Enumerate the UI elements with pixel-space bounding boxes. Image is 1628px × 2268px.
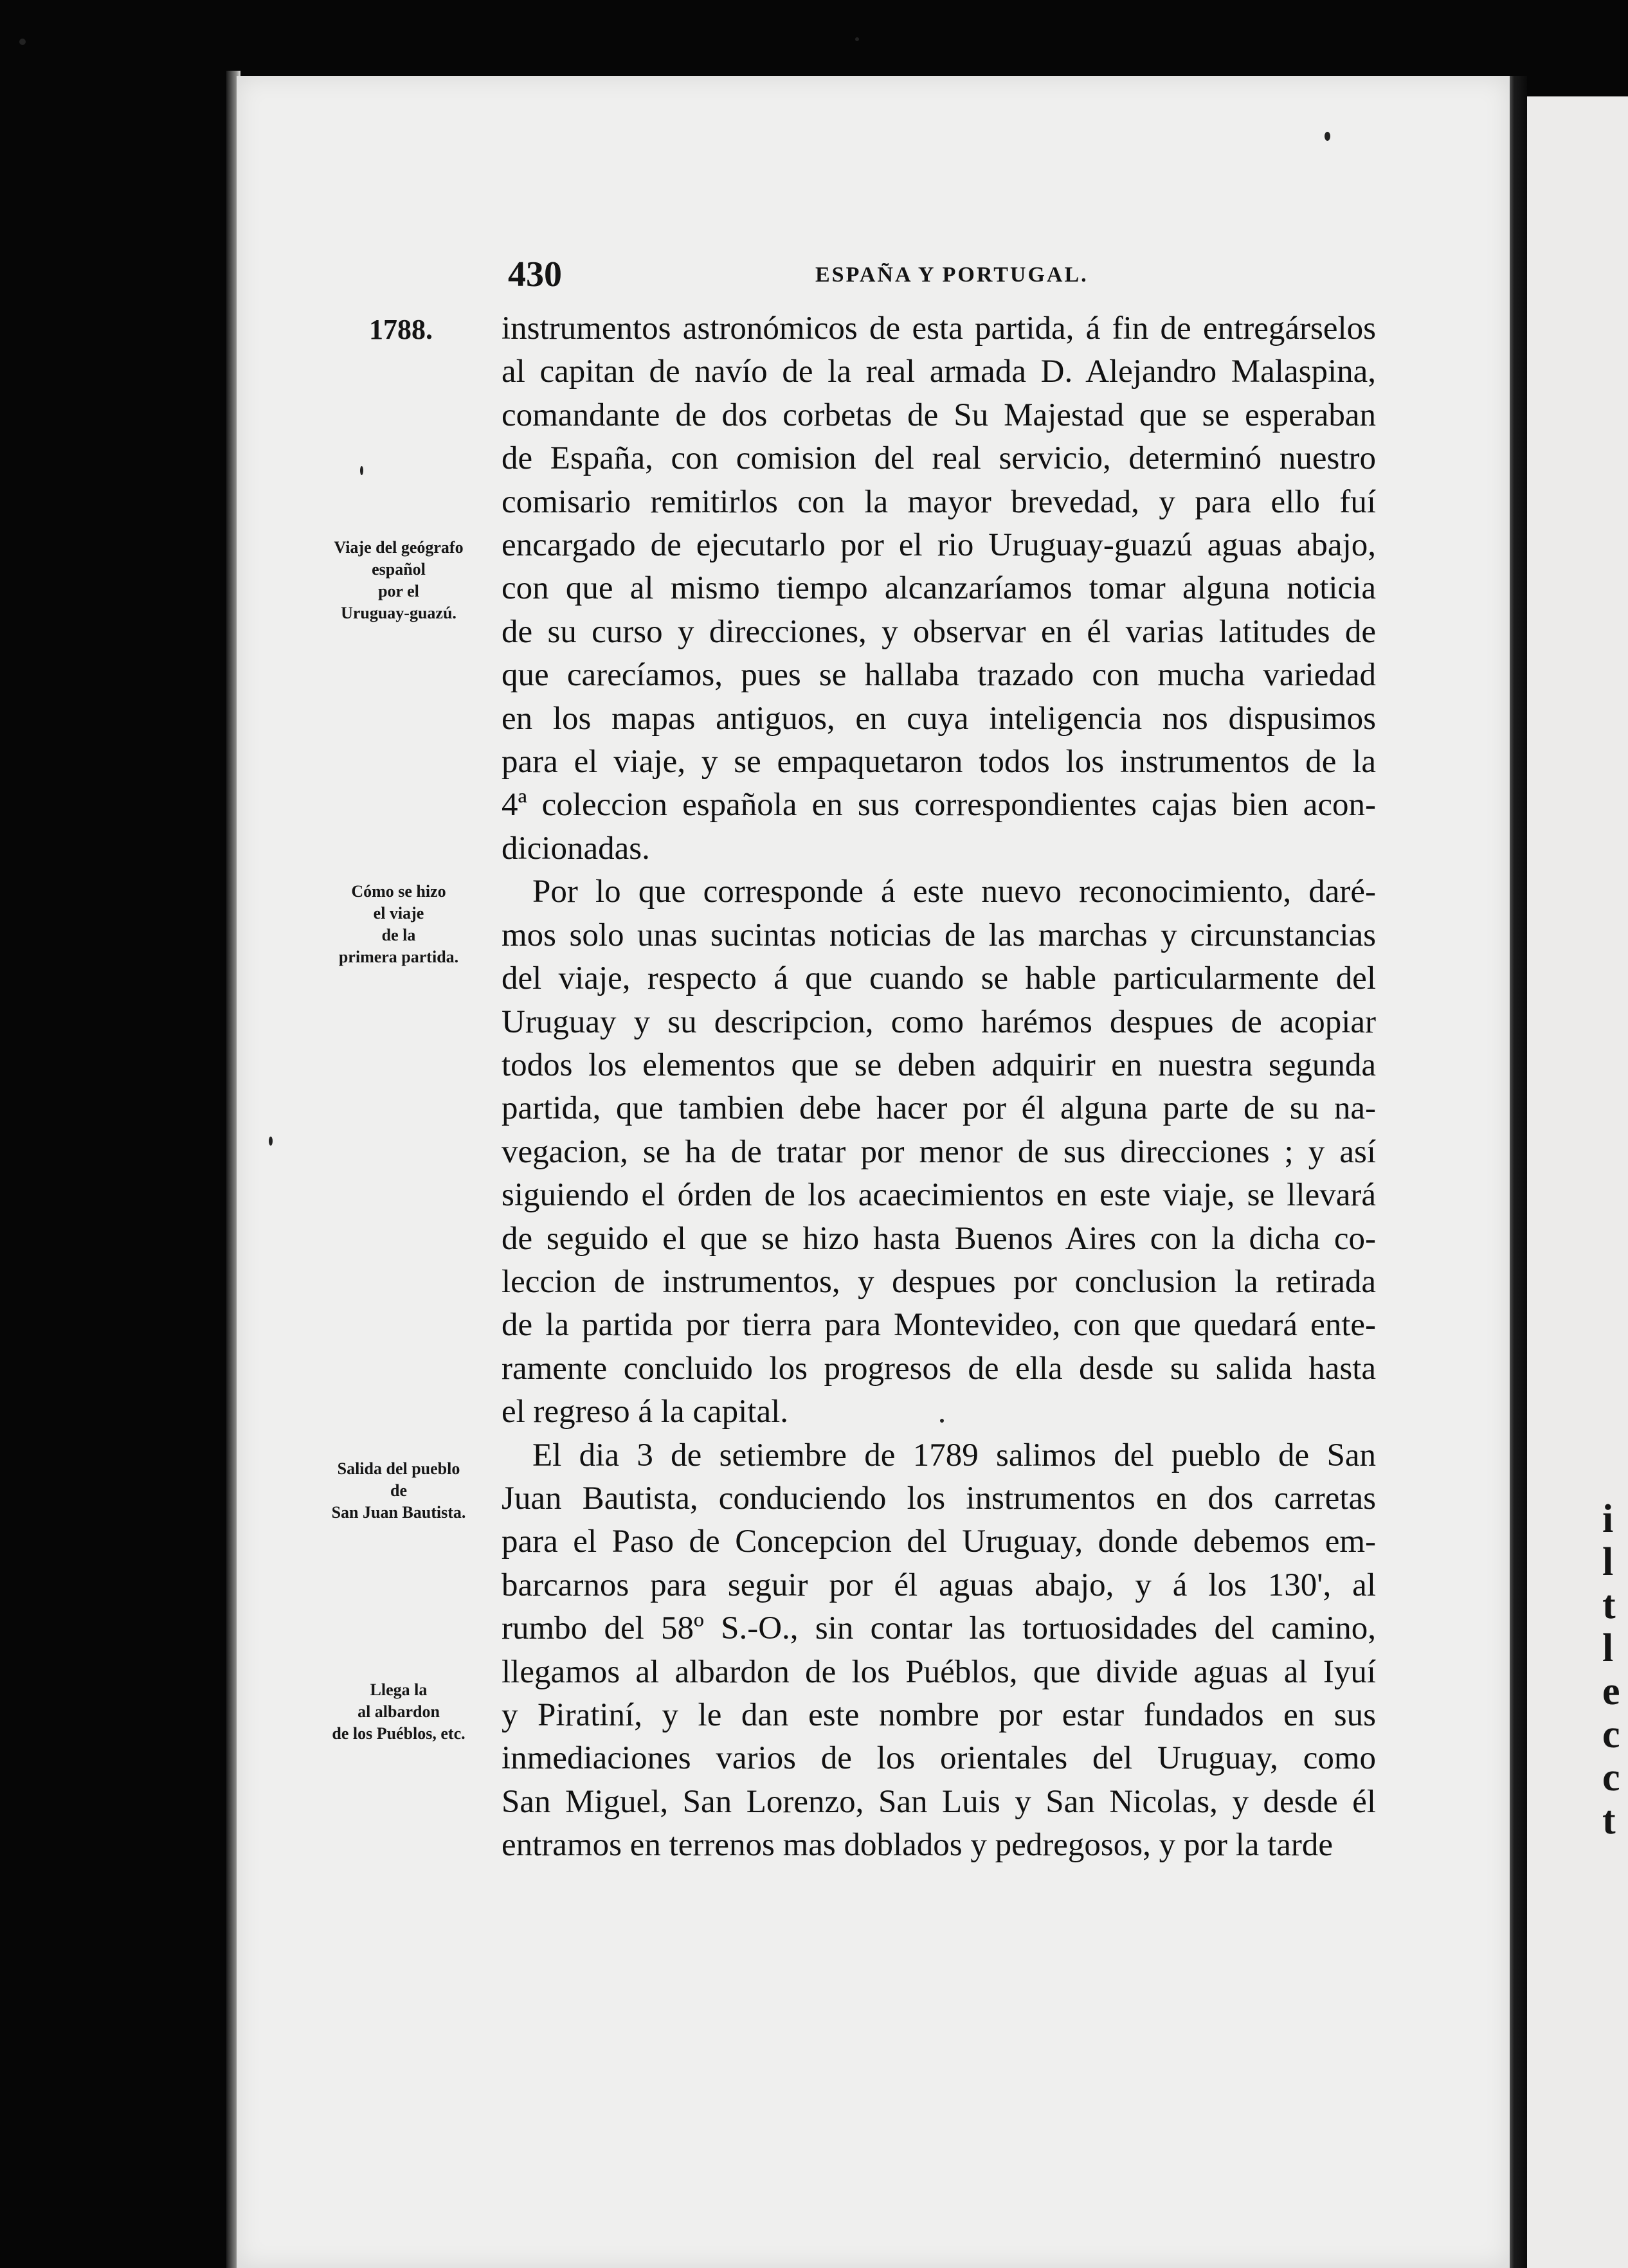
scan-speck bbox=[855, 37, 859, 41]
margin-note-llega bbox=[302, 1679, 495, 1745]
margin-note-line: el viaje bbox=[373, 904, 424, 923]
text-line: ramente concluido los progresos de ella desde su salida hasta bbox=[502, 1350, 1376, 1387]
margin-note-line: Uruguay-guazú. bbox=[341, 604, 457, 622]
paragraph-1 bbox=[502, 307, 1376, 870]
text-line: en los mapas antiguos, en cuya inteligencia nos dispusimos bbox=[502, 700, 1376, 737]
scan-speck bbox=[19, 39, 26, 45]
margin-note-line: Viaje del geógrafo bbox=[334, 538, 464, 557]
text-line: dicionadas. bbox=[502, 830, 650, 867]
text-line: de seguido el que se hizo hasta Buenos Aires con la dicha co- bbox=[502, 1220, 1376, 1257]
margin-note-line: de los Puéblos, etc. bbox=[332, 1724, 466, 1743]
margin-note-viaje bbox=[302, 537, 495, 624]
facing-page-char: i bbox=[1602, 1497, 1614, 1541]
text-line: Uruguay y su descripcion, como harémos despues de acopiar bbox=[502, 1004, 1376, 1040]
text-line: el regreso á la capital. bbox=[502, 1394, 789, 1430]
text-line: rumbo del 58º S.-O., sin contar las tortuosidades del camino, bbox=[502, 1610, 1376, 1647]
scan-speck bbox=[940, 1419, 944, 1423]
margin-note-line: Llega la bbox=[370, 1680, 428, 1699]
body-text bbox=[502, 307, 1376, 1868]
text-line: siguiendo el órden de los acaecimientos en este viaje, se llevará bbox=[502, 1177, 1376, 1214]
text-line: San Miguel, San Lorenzo, San Luis y San Nicolas, y desde él bbox=[502, 1783, 1376, 1820]
text-line: que carecíamos, pues se hallaba trazado con mucha variedad bbox=[502, 657, 1376, 694]
margin-note-line: de la bbox=[381, 926, 416, 944]
paragraph-2 bbox=[502, 870, 1376, 1434]
text-line: entramos en terrenos mas doblados y pedregosos, y por la tarde bbox=[502, 1827, 1334, 1864]
text-line: comandante de dos corbetas de Su Majestad que se esperaban bbox=[502, 397, 1376, 433]
margin-note-salida bbox=[302, 1458, 495, 1524]
text-line: de España, con comision del real servicio, determinó nuestro bbox=[502, 440, 1376, 477]
margin-note-line: Salida del pueblo bbox=[337, 1459, 460, 1478]
facing-page-text bbox=[1602, 1498, 1628, 1842]
running-title: ESPAÑA Y PORTUGAL. bbox=[815, 263, 1089, 287]
margin-note-line: al albardon bbox=[357, 1702, 440, 1721]
text-line: partida, que tambien debe hacer por él alguna parte de su na- bbox=[502, 1090, 1376, 1127]
margin-note-line: de bbox=[390, 1481, 407, 1500]
text-line: y Piratiní, y le dan este nombre por estar fundados en sus bbox=[502, 1697, 1376, 1733]
scan-speck bbox=[269, 1137, 273, 1146]
text-line: leccion de instrumentos, y despues por conclusion la retirada bbox=[502, 1263, 1376, 1300]
text-line: para el Paso de Concepcion del Uruguay, donde debemos em- bbox=[502, 1524, 1376, 1560]
text-line: barcarnos para seguir por él aguas abajo, y á los 130', al bbox=[502, 1567, 1376, 1603]
facing-page-char: t bbox=[1602, 1583, 1616, 1627]
facing-page-char: t bbox=[1602, 1799, 1616, 1842]
page-number: 430 bbox=[508, 255, 562, 294]
text-line: todos los elementos que se deben adquirir en nuestra segunda bbox=[502, 1047, 1376, 1083]
text-line: Por lo que corresponde á este nuevo reconocimiento, daré- bbox=[532, 874, 1376, 910]
facing-page-char: c bbox=[1602, 1756, 1620, 1799]
text-line: con que al mismo tiempo alcanzaríamos tomar alguna noticia bbox=[502, 570, 1376, 607]
margin-note-line: español bbox=[372, 560, 426, 579]
text-line: inmediaciones varios de los orientales del Uruguay, como bbox=[502, 1740, 1376, 1777]
text-line: de la partida por tierra para Montevideo, con que quedará ente- bbox=[502, 1307, 1376, 1344]
text-line: para el viaje, y se empaquetaron todos los instrumentos de la bbox=[502, 744, 1376, 780]
margin-note-line: San Juan Bautista. bbox=[331, 1503, 466, 1522]
text-line: llegamos al albardon de los Puéblos, que divide aguas al Iyuí bbox=[502, 1653, 1376, 1690]
margin-note-line: por el bbox=[378, 582, 419, 600]
margin-note-como-se-hizo bbox=[302, 881, 495, 968]
text-line: 4ª coleccion española en sus correspondientes cajas bien acon- bbox=[502, 787, 1376, 824]
text-line: encargado de ejecutarlo por el rio Uruguay-guazú aguas abajo, bbox=[502, 527, 1376, 564]
facing-page bbox=[1523, 96, 1628, 2268]
text-line: El dia 3 de setiembre de 1789 salimos del pueblo de San bbox=[532, 1437, 1376, 1473]
facing-page-char: c bbox=[1602, 1713, 1620, 1756]
running-head bbox=[508, 254, 1376, 299]
paragraph-3 bbox=[502, 1434, 1376, 1868]
scan-speck bbox=[1325, 132, 1330, 141]
facing-page-char: e bbox=[1602, 1670, 1620, 1713]
margin-note-line: primera partida. bbox=[338, 948, 459, 966]
text-line: mos solo unas sucintas noticias de las marchas y circunstancias bbox=[502, 917, 1376, 953]
scan-speck bbox=[360, 466, 363, 475]
margin-note-line: Cómo se hizo bbox=[351, 882, 446, 901]
text-line: Juan Bautista, conduciendo los instrumentos en dos carretas bbox=[502, 1480, 1376, 1516]
text-line: al capitan de navío de la real armada D. Alejandro Malaspina, bbox=[502, 354, 1376, 390]
text-line: vegacion, se ha de tratar por menor de sus direcciones ; y así bbox=[502, 1133, 1376, 1170]
facing-page-char: l bbox=[1602, 1540, 1614, 1584]
text-line: instrumentos astronómicos de esta partida, á fin de entregárselos bbox=[502, 310, 1376, 346]
facing-page-char: l bbox=[1602, 1626, 1614, 1670]
text-line: comisario remitirlos con la mayor brevedad, y para ello fuí bbox=[502, 483, 1376, 520]
text-line: del viaje, respecto á que cuando se hable particularmente del bbox=[502, 960, 1376, 997]
text-line: de su curso y direcciones, y observar en él varias latitudes de bbox=[502, 613, 1376, 650]
margin-year: 1788. bbox=[369, 314, 433, 345]
